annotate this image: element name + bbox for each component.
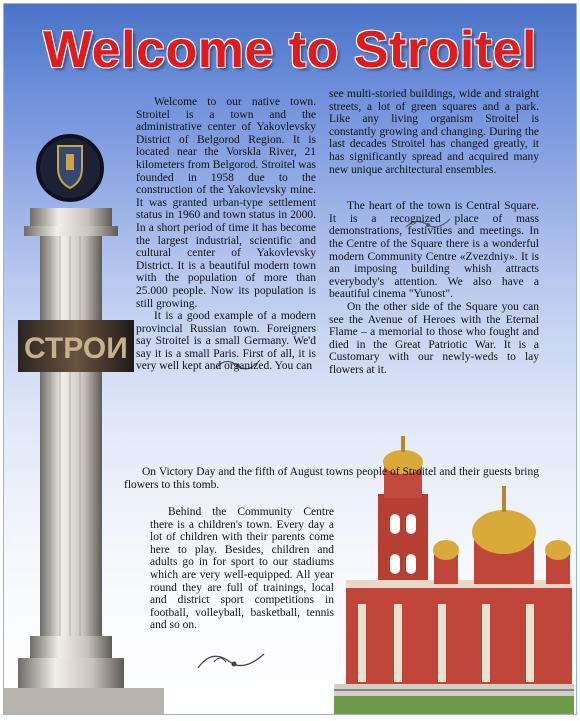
- paragraph: Behind the Community Centre there is a children's town. Every day a lot of children with their parents come here to play. Besides, children and adults go in for sport to our stadiums which are very well-equipped. All year round they are full of trainings, local and district sport competitions in football, volleyball, basketball, tennis and so on.: [150, 506, 334, 632]
- swirl-ornament: [194, 646, 274, 676]
- paragraph: It is a good example of a modern provincial Russian town. Foreigners say Stroitel is a small Germany. We'd say it is a small Paris. First of all, it is very well kept and organized. You can: [136, 310, 316, 373]
- text-column-right: [329, 88, 539, 376]
- paragraph: The heart of the town is Central Square. It is a recognized place of mass demonstrations, festivities and meetings. In the Centre of the Square there is a wonderful modern Community Centre «Zvezdniy». It is an imposing building whish attracts everybody's attention. We also have a beautiful cinema "Yunost".: [329, 200, 539, 301]
- paragraph: On the other side of the Square you can see the Avenue of Heroes with the Eternal Flame – a memorial to those who fought and died in the Great Patriotic War. It is a Customary with our newly-weds to lay flowers at it.: [329, 300, 539, 376]
- paragraph: Welcome to our native town. Stroitel is a town and the administrative center of Yakovlevsky District of Belgorod Region. It is located near the Vorskla River, 21 kilometers from Belgorod. Stroitel was founded in 1958 due to the construction of the Yakovlevsky mine. It was granted urban-type settlement status in 1960 and town status in 2000. In a short period of time it has become the largest industrial, scientific and cultural center of Yakovlevsky District. It is a beautiful modern town with the population of more than 25.000 people. Now its population is still growing.: [136, 96, 316, 310]
- page-title: Welcome to Stroitel: [43, 21, 537, 79]
- paragraph: see multi-storied buildings, wide and straight streets, a lot of green squares and a park. Like any living organism Stroitel is constantly growing and changing. During the last decades Stroitel has changed greatly, it has significantly spread and acquired many new unique architectural ensembles.: [329, 88, 539, 176]
- paragraph: On Victory Day and the fifth of August towns people of Stroitel and their guests bring flowers to this tomb.: [124, 466, 539, 491]
- text-column-left: [136, 96, 316, 373]
- svg-text:СТРОИ: СТРОИ: [24, 332, 128, 365]
- text-column-bottom: [150, 506, 334, 632]
- poster: [3, 3, 577, 715]
- text-paragraph-wide: [124, 466, 539, 491]
